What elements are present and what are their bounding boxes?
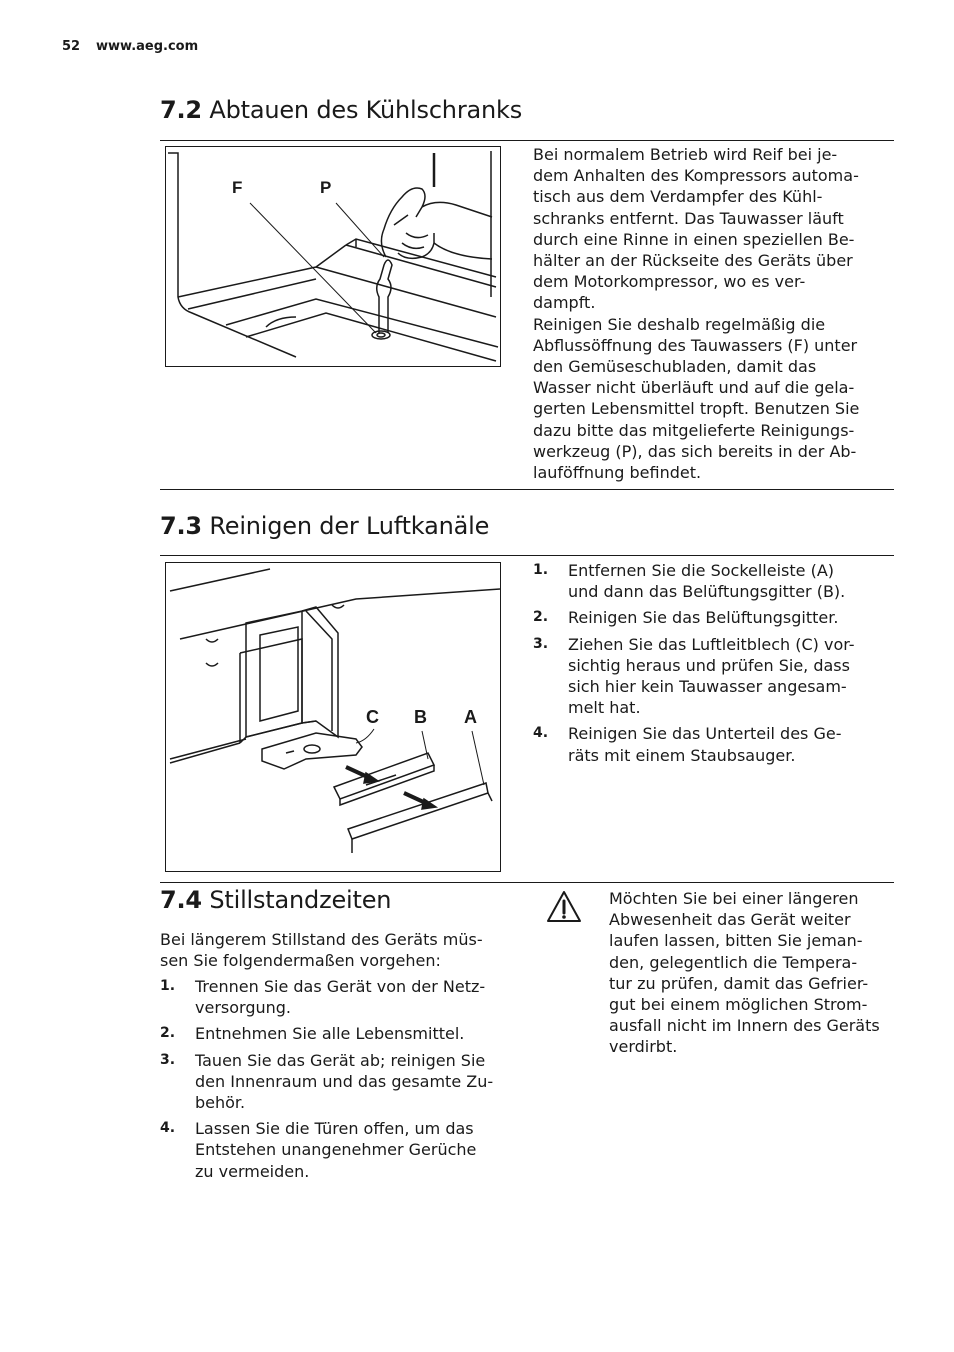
text-line: schranks entfernt. Das Tauwasser läuft — [533, 208, 844, 228]
air-duct-steps — [533, 560, 895, 771]
list-item — [533, 634, 895, 719]
step-line: sichtig heraus und prüfen Sie, dass — [568, 655, 850, 675]
step-line: Reinigen Sie das Unterteil des Ge- — [568, 724, 842, 744]
section-divider — [160, 489, 894, 490]
section-7-2-heading — [160, 96, 522, 124]
list-item — [533, 560, 895, 602]
section-divider — [160, 882, 894, 883]
text-line: dem Motorkompressor, wo es ver- — [533, 272, 806, 292]
section-number: 7.4 — [160, 886, 202, 914]
text-line: Abwesenheit das Gerät weiter — [609, 910, 851, 930]
text-line: sen Sie folgendermaßen vorgehen: — [160, 951, 441, 971]
text-line: gut bei einem möglichen Strom- — [609, 995, 868, 1015]
text-line: dem Anhalten des Kompressors automa- — [533, 166, 859, 186]
step-line: und dann das Belüftungsgitter (B). — [568, 582, 846, 602]
step-line: sich hier kein Tauwasser angesam- — [568, 677, 847, 697]
text-line: tur zu prüfen, damit das Gefrier- — [609, 973, 869, 993]
text-line: Bei längerem Stillstand des Geräts müs- — [160, 930, 483, 949]
step-line: den Innenraum und das gesamte Zu- — [195, 1071, 494, 1091]
page-number: 52 — [62, 39, 81, 54]
text-line: den Gemüseschubladen, damit das — [533, 357, 817, 377]
text-line: verdirbt. — [609, 1037, 678, 1057]
list-item — [160, 1118, 520, 1182]
step-line: Entfernen Sie die Sockelleiste (A) — [568, 561, 834, 580]
text-line: gerten Lebensmittel tropft. Benutzen Sie — [533, 399, 860, 419]
step-line: zu vermeiden. — [195, 1161, 310, 1181]
text-line: den, gelegentlich die Tempera- — [609, 952, 858, 972]
step-line: Tauen Sie das Gerät ab; reinigen Sie — [195, 1050, 486, 1070]
list-item — [533, 607, 895, 628]
section-divider — [160, 555, 894, 556]
list-item — [160, 1023, 520, 1044]
step-number: 1. — [160, 978, 176, 994]
section-title: Reinigen der Luftkanäle — [209, 512, 490, 540]
text-line: lauföffnung befindet. — [533, 463, 702, 483]
defrost-drain-illustration — [165, 146, 501, 367]
list-item — [160, 1050, 520, 1114]
text-line: Reinigen Sie deshalb regelmäßig die — [533, 314, 826, 334]
step-number: 2. — [160, 1025, 176, 1042]
step-number: 1. — [533, 562, 549, 578]
label-f: F — [232, 178, 243, 197]
standstill-steps — [160, 976, 520, 1187]
website-url[interactable]: www.aeg.com — [96, 39, 199, 54]
step-line: Entnehmen Sie alle Lebensmittel. — [195, 1024, 465, 1044]
defrost-description — [533, 144, 895, 483]
section-divider — [160, 140, 894, 141]
air-duct-illustration — [165, 562, 501, 872]
section-title: Stillstandzeiten — [209, 886, 392, 914]
section-7-4-heading — [160, 886, 391, 914]
step-number: 4. — [533, 725, 549, 742]
step-line: Trennen Sie das Gerät von der Netz- — [195, 977, 486, 996]
text-line: Bei normalem Betrieb wird Reif bei je- — [533, 145, 838, 164]
text-line: Abflussöffnung des Tauwassers (F) unter — [533, 335, 858, 355]
standstill-intro — [160, 929, 520, 971]
step-number: 3. — [160, 1051, 176, 1068]
step-line: Reinigen Sie das Belüftungsgitter. — [568, 608, 839, 628]
text-line: durch eine Rinne in einen speziellen Be- — [533, 229, 855, 249]
step-number: 2. — [533, 609, 549, 626]
step-number: 3. — [533, 635, 549, 652]
text-line: ausfall nicht im Innern des Geräts — [609, 1016, 880, 1036]
text-line: hälter an der Rückseite des Geräts über — [533, 251, 853, 271]
step-number: 4. — [160, 1120, 176, 1137]
label-c: C — [366, 707, 379, 727]
text-line: werkzeug (P), das sich bereits in der Ab- — [533, 441, 857, 461]
step-line: räts mit einem Staubsauger. — [568, 745, 796, 765]
step-line: versorgung. — [195, 998, 291, 1018]
step-line: Lassen Sie die Türen offen, um das — [195, 1119, 474, 1139]
step-line: behör. — [195, 1093, 246, 1113]
text-line: Möchten Sie bei einer längeren — [609, 889, 859, 908]
text-line: Wasser nicht überläuft und auf die gela- — [533, 378, 855, 398]
label-b: B — [414, 707, 427, 727]
warning-triangle-icon — [546, 890, 582, 928]
list-item — [533, 723, 895, 765]
text-line: dampft. — [533, 293, 596, 313]
step-line: Entstehen unangenehmer Gerüche — [195, 1140, 477, 1160]
label-p: P — [320, 178, 332, 197]
text-line: dazu bitte das mitgelieferte Reinigungs- — [533, 420, 855, 440]
section-number: 7.3 — [160, 512, 202, 540]
section-title: Abtauen des Kühlschranks — [209, 96, 523, 124]
warning-text — [609, 888, 899, 1058]
text-line: laufen lassen, bitten Sie jeman- — [609, 931, 863, 951]
label-a: A — [464, 707, 477, 727]
list-item — [160, 976, 520, 1018]
section-number: 7.2 — [160, 96, 202, 124]
text-line: tisch aus dem Verdampfer des Kühl- — [533, 187, 823, 207]
step-line: Ziehen Sie das Luftleitblech (C) vor- — [568, 634, 855, 654]
section-7-3-heading — [160, 512, 489, 540]
step-line: melt hat. — [568, 698, 641, 718]
